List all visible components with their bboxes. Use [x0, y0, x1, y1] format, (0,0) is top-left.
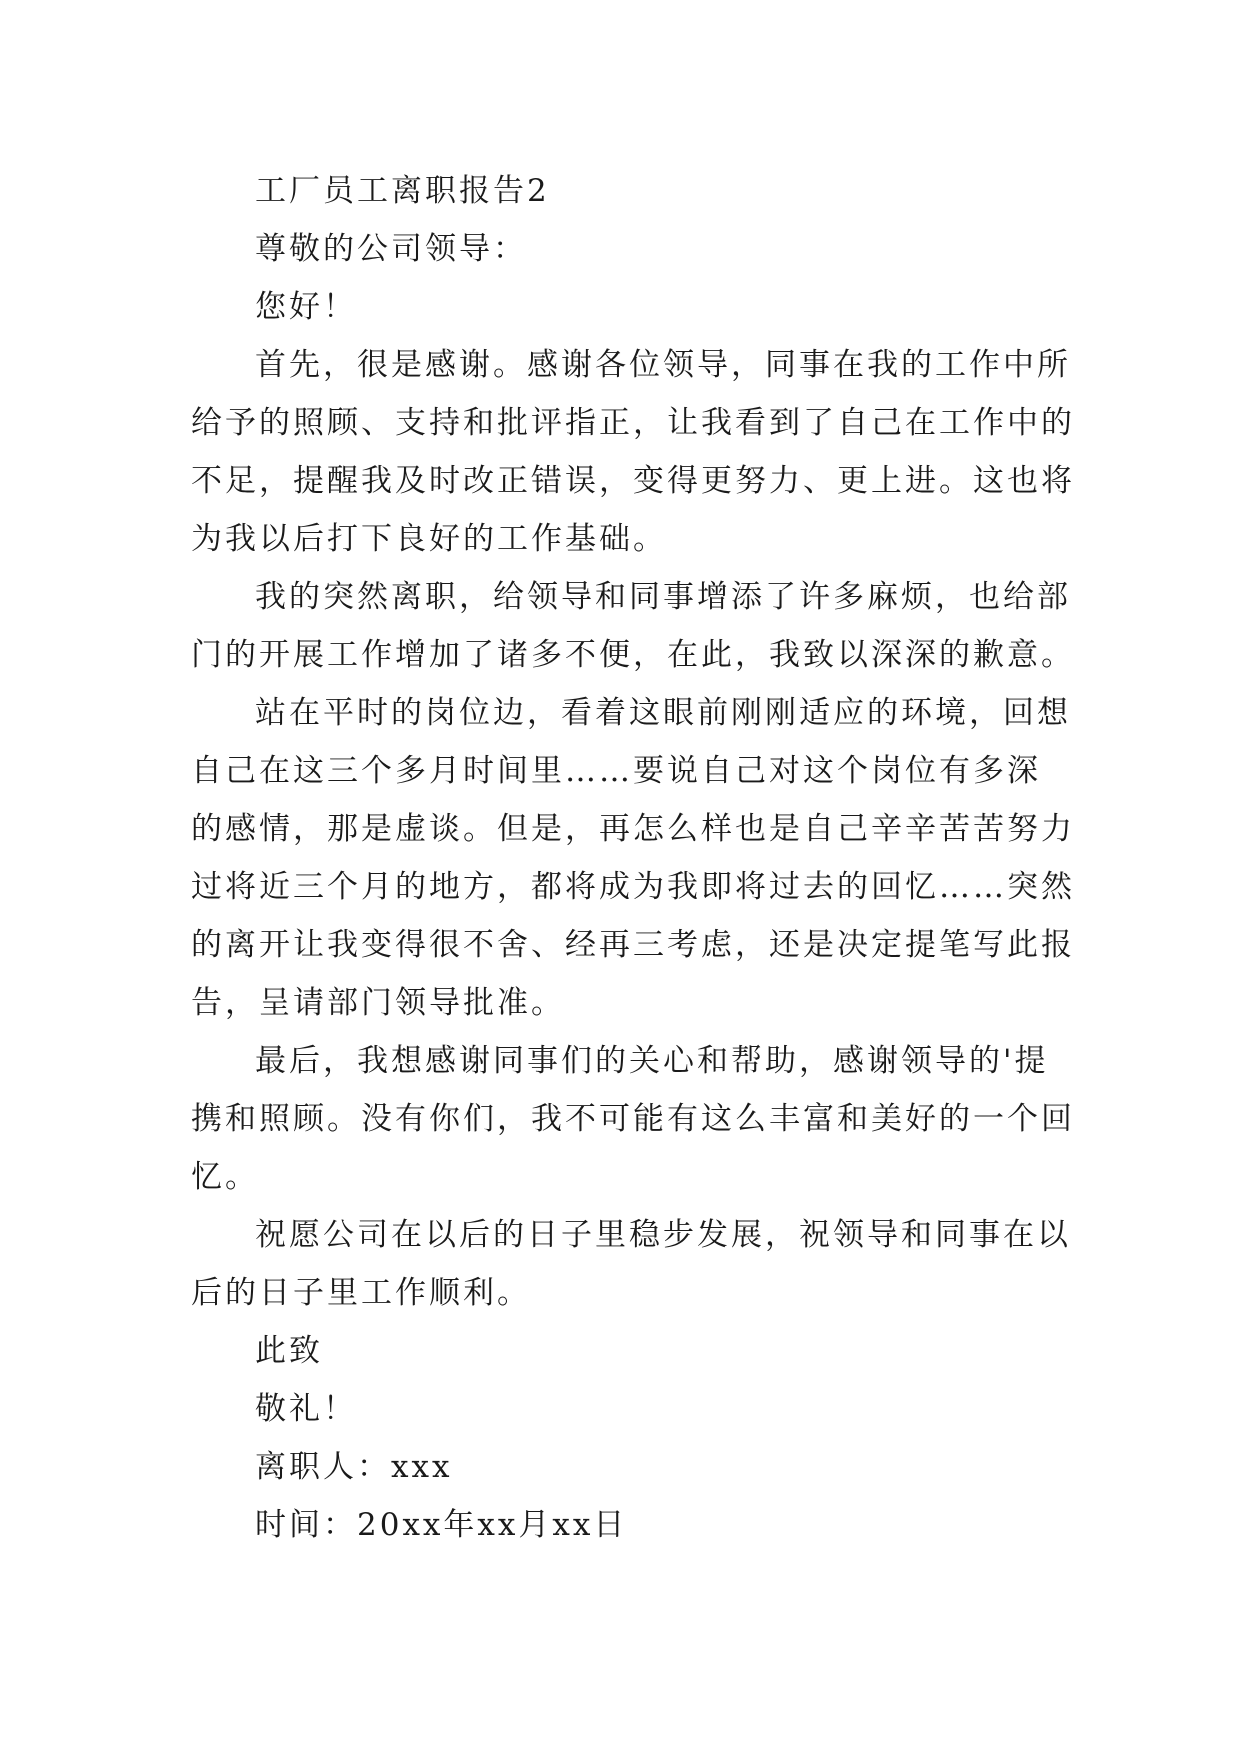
paragraph-line: 过将近三个月的地方，都将成为我即将过去的回忆……突然: [191, 869, 1075, 905]
paragraph-line: 祝愿公司在以后的日子里稳步发展，祝领导和同事在以: [255, 1217, 1071, 1253]
paragraph-line: 自己在这三个多月时间里……要说自己对这个岗位有多深: [191, 753, 1041, 789]
paragraph-2: [191, 568, 1075, 684]
greeting: 您好！: [255, 289, 357, 325]
paragraph-5: [191, 1206, 1071, 1322]
paragraph-line: 告，呈请部门领导批准。: [191, 985, 565, 1021]
paragraph-line: 最后，我想感谢同事们的关心和帮助，感谢领导的'提: [255, 1043, 1049, 1079]
paragraph-3: [191, 684, 1075, 1032]
paragraph-line: 门的开展工作增加了诸多不便，在此，我致以深深的歉意。: [191, 637, 1075, 673]
paragraph-line: 给予的照顾、支持和批评指正，让我看到了自己在工作中的: [191, 405, 1075, 441]
closing-line-1: 此致: [255, 1333, 323, 1369]
paragraph-line: 的感情，那是虚谈。但是，再怎么样也是自己辛辛苦苦努力: [191, 811, 1075, 847]
paragraph-line: 首先，很是感谢。感谢各位领导，同事在我的工作中所: [255, 347, 1071, 383]
paragraph-line: 不足，提醒我及时改正错误，变得更努力、更上进。这也将: [191, 463, 1075, 499]
salutation: 尊敬的公司领导：: [255, 231, 527, 267]
paragraph-line: 为我以后打下良好的工作基础。: [191, 521, 667, 557]
paragraph-line: 携和照顾。没有你们，我不可能有这么丰富和美好的一个回: [191, 1101, 1075, 1137]
closing-line-2: 敬礼！: [255, 1391, 357, 1427]
paragraph-line: 忆。: [191, 1159, 259, 1195]
paragraph-line: 我的突然离职，给领导和同事增添了许多麻烦，也给部: [255, 579, 1071, 615]
paragraph-4: [191, 1032, 1075, 1206]
paragraph-line: 的离开让我变得很不舍、经再三考虑，还是决定提笔写此报: [191, 927, 1075, 963]
date-line: 时间：20xx年xx月xx日: [255, 1507, 628, 1543]
document-title: 工厂员工离职报告2: [255, 173, 550, 209]
signer-line: 离职人：xxx: [255, 1449, 453, 1485]
document-body: [191, 162, 1075, 1554]
paragraph-line: 后的日子里工作顺利。: [191, 1275, 531, 1311]
paragraph-1: [191, 336, 1075, 568]
paragraph-line: 站在平时的岗位边，看着这眼前刚刚适应的环境，回想: [255, 695, 1071, 731]
